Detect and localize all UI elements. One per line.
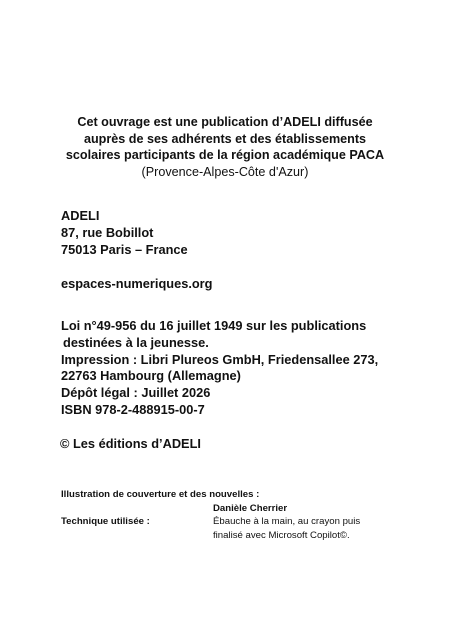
publisher-website: espaces-numeriques.org bbox=[61, 276, 213, 291]
publisher-city: 75013 Paris – France bbox=[61, 241, 188, 257]
illustration-label: Illustration de couverture et des nouvelles : bbox=[61, 489, 260, 500]
notice-line-3: scolaires participants de la région académique PACA bbox=[65, 148, 385, 162]
legal-information bbox=[61, 318, 378, 419]
printer-line-1: Impression : Libri Plureos GmbH, Friedensallee 273, bbox=[61, 351, 379, 367]
publisher-name: ADELI bbox=[61, 208, 100, 223]
technique-label: Technique utilisée : bbox=[61, 516, 150, 528]
credits bbox=[61, 488, 391, 542]
law-reference-line-1: Loi n°49-956 du 16 juillet 1949 sur les publications bbox=[61, 318, 367, 333]
publisher-street: 87, rue Bobillot bbox=[61, 224, 154, 240]
printer-line-2: 22763 Hambourg (Allemagne) bbox=[61, 368, 241, 384]
publisher-address bbox=[61, 208, 188, 258]
notice-line-2: auprès de ses adhérents et des établissements bbox=[83, 131, 367, 146]
legal-deposit: Dépôt légal : Juillet 2026 bbox=[61, 385, 211, 401]
publication-notice bbox=[0, 114, 450, 180]
technique-value bbox=[213, 515, 391, 542]
notice-line-1: Cet ouvrage est une publication d’ADELI diffusée bbox=[77, 115, 373, 129]
notice-region: (Provence-Alpes-Côte d'Azur) bbox=[141, 164, 309, 179]
illustrator-name: Danièle Cherrier bbox=[213, 502, 288, 514]
technique-row bbox=[61, 515, 391, 542]
technique-line-1: Ébauche à la main, au crayon puis bbox=[213, 516, 361, 528]
copyright-notice: © Les éditions d’ADELI bbox=[60, 436, 201, 451]
technique-line-2: finalisé avec Microsoft Copilot©. bbox=[213, 529, 350, 541]
law-reference-line-2: destinées à la jeunesse. bbox=[63, 334, 209, 350]
isbn: ISBN 978-2-488915-00-7 bbox=[61, 401, 205, 417]
